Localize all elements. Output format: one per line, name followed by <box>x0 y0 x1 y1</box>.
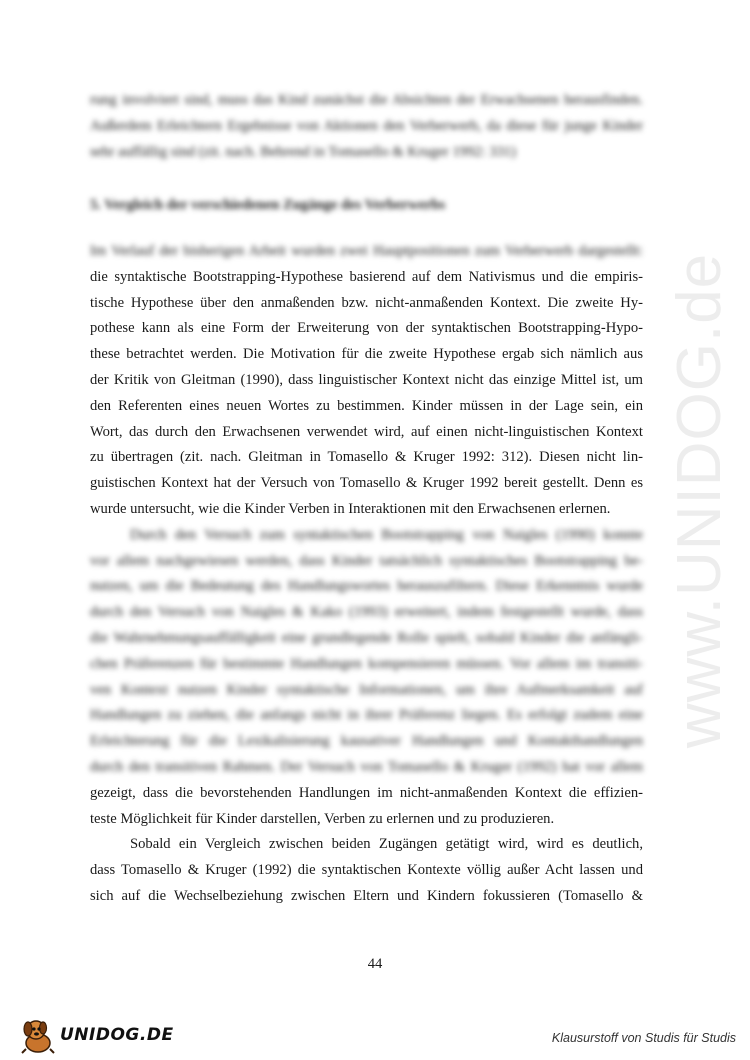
text-line: Handlungen zu ziehen, die anfangs nicht in ihrer Präferenz liegen. Es erfolgt zudem eine <box>90 707 643 724</box>
text-line: Durch den Versuch zum syntaktischen Bootstrapping von Naigles (1990) konnte <box>130 526 643 543</box>
text-line: gezeigt, dass die bevorstehenden Handlungen im nicht-anmaßenden Kontext die effizien- <box>90 784 643 801</box>
text-line: Wort, das durch den Erwachsenen verwendet wird, auf einen nicht-linguistischen Kontext <box>90 423 643 440</box>
text-line: sich auf die Wechselbeziehung zwischen Eltern und Kindern fokussieren (Tomasello & <box>90 887 643 904</box>
watermark-text: www.UNIDOG.de <box>665 252 735 748</box>
text-line: rung involviert sind, muss das Kind zunächst die Absichten der Erwachsenen herausfinden. <box>90 92 643 108</box>
text-line: ven Kontext nutzen Kinder syntaktische Informationen, um ihre Aufmerksamkeit auf <box>90 681 643 698</box>
text-line: Erleichterung für die Lexikalisierung kausativer Handlungen und Kontakthandlungen <box>90 733 643 750</box>
text-line: pothese kann als eine Form der Erweiterung von der syntaktischen Bootstrapping-Hypo- <box>90 320 643 337</box>
text-line: Im Verlauf der bisherigen Arbeit wurden zwei Hauptpositionen zum Verberwerb dargestellt: <box>90 243 643 259</box>
watermark <box>650 230 750 770</box>
text-line: nutzen, um die Bedeutung des Handlungswortes herauszufiltern. Diese Erkenntnis wurde <box>90 578 643 595</box>
text-line: chen Präferenzen für bestimmte Handlungen kompensieren müssen. Vor allem im transiti- <box>90 655 643 672</box>
text-line: vor allem nachgewiesen werden, dass Kinder tatsächlich syntaktisches Bootstrapping be- <box>90 552 643 569</box>
text-line: tische Hypothese über den anmaßenden bzw. nicht-anmaßenden Kontext. Die zweite Hy- <box>90 294 643 311</box>
text-line: these betrachtet werden. Die Motivation für die zweite Hypothese ergab sich nämlich aus <box>90 346 643 363</box>
text-line: die Wahrnehmungsauffälligkeit eine grundlegende Rolle spielt, sobald Kinder die anfängli- <box>90 629 643 646</box>
text-line: Außerdem Erleichtern Ergebnisse von Aktionen den Verberwerb, da diese für junge Kinder <box>90 117 643 134</box>
page-number: 44 <box>367 956 383 972</box>
top-paragraph <box>90 88 643 165</box>
section-heading <box>90 193 643 219</box>
text-line: durch den Versuch von Naigles & Kako (1993) erweitert, indem festgestellt wurde, dass <box>90 604 643 621</box>
text-line: die syntaktische Bootstrapping-Hypothese basierend auf dem Nativismus und die empiris- <box>90 268 643 285</box>
text-line: guistischen Kontext hat der Versuch von Tomasello & Kruger 1992 bereit gestellt. Denn es <box>90 475 643 492</box>
text-line: teste Möglichkeit für Kinder darstellen, Verben zu erlernen und zu produzieren. <box>90 810 555 827</box>
text-line: sehr auffällig sind (zit. nach. Behrend in Tomasello & Kruger 1992: 331) <box>90 143 517 160</box>
text-line: durch den transitiven Rahmen. Der Versuch von Tomasello & Kruger (1992) hat vor allem <box>90 758 643 775</box>
text-line: den Referenten eines neuen Wortes zu bestimmen. Kinder müssen in der Lage sein, ein <box>90 397 643 414</box>
text-line: zu übertragen (zit. nach. Gleitman in Tomasello & Kruger 1992: 312). Diesen nicht lin- <box>90 449 643 466</box>
unidog-logo <box>18 1015 174 1055</box>
text-line: wurde untersucht, wie die Kinder Verben in Interaktionen mit den Erwachsenen erlernen. <box>90 500 611 517</box>
text-line: Sobald ein Vergleich zwischen beiden Zugängen getätigt wird, wird es deutlich, <box>130 836 643 853</box>
logo-text: UNIDOG.DE <box>60 1025 174 1045</box>
section-heading-text: 5. Vergleich der verschiedenen Zugänge des Verberwerbs <box>90 197 446 213</box>
text-line: der Kritik von Gleitman (1990), dass linguistischer Kontext nicht das einzige Mittel ist, um <box>90 371 643 388</box>
text-line: dass Tomasello & Kruger (1992) die syntaktischen Kontexte völlig außer Acht lassen und <box>90 862 643 879</box>
footer-tagline: Klausurstoff von Studis für Studis <box>551 1031 736 1045</box>
paragraph-1 <box>90 239 643 910</box>
dog-mascot-icon <box>18 1015 62 1055</box>
